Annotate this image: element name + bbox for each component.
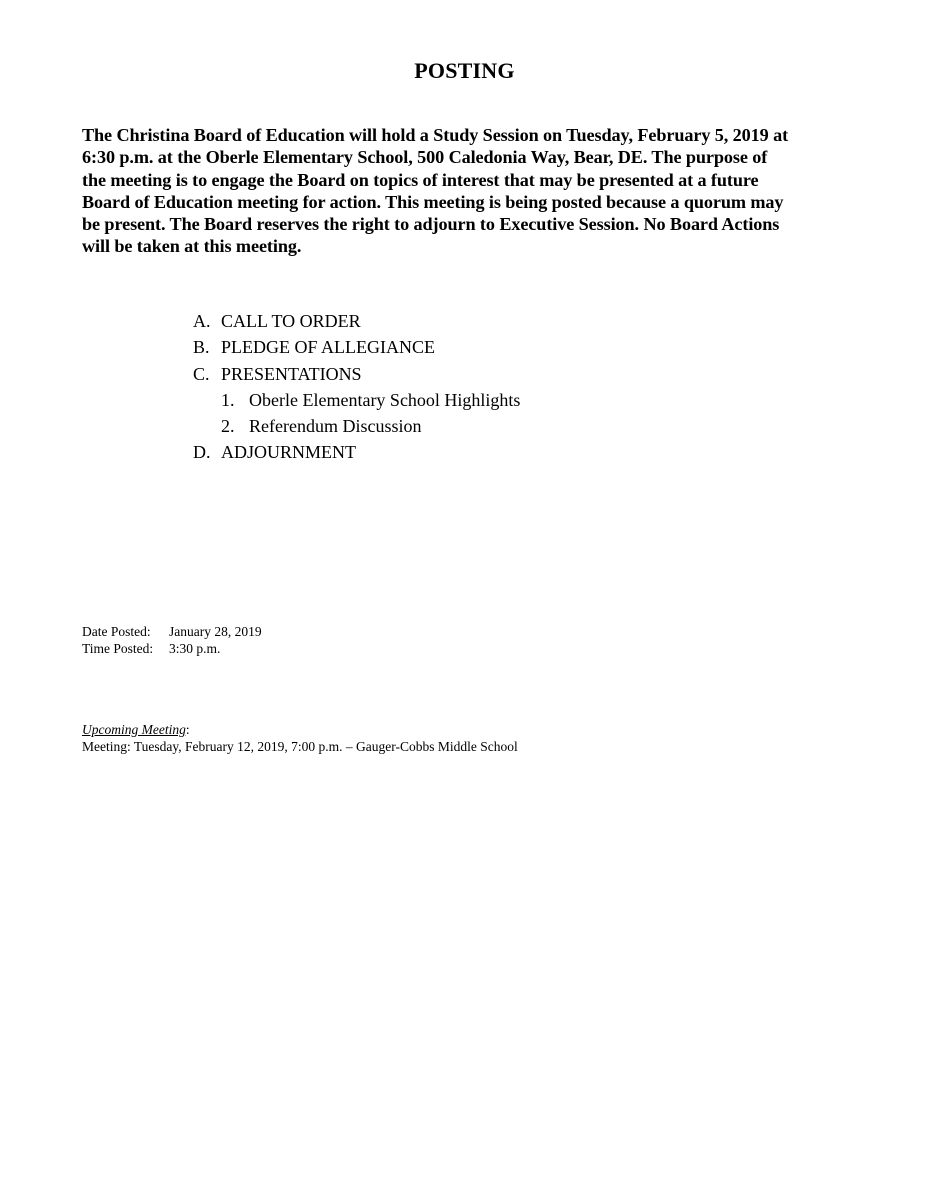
date-posted-label: Date Posted:: [82, 624, 151, 639]
time-posted-value: 3:30 p.m.: [169, 640, 221, 656]
agenda-marker: A.: [193, 311, 211, 331]
upcoming-meeting-line: Meeting: Tuesday, February 12, 2019, 7:00 p.m. – Gauger-Cobbs Middle School: [82, 738, 518, 754]
agenda-item-adjournment: [193, 439, 793, 465]
agenda-marker: C.: [193, 363, 210, 384]
notice-line: be present. The Board reserves the right to adjourn to Executive Session. No Board Actions: [82, 214, 780, 235]
agenda-subitem-referendum: [193, 413, 793, 439]
agenda-label: PLEDGE OF ALLEGIANCE: [221, 337, 435, 358]
agenda-marker: 1.: [221, 389, 235, 410]
agenda-list: [193, 308, 793, 466]
meeting-notice: [82, 124, 852, 258]
agenda-marker: D.: [193, 442, 211, 463]
notice-line: Board of Education meeting for action. This meeting is being posted because a quorum may: [82, 191, 784, 212]
upcoming-meeting: [82, 722, 518, 755]
upcoming-heading-suffix: :: [185, 722, 190, 737]
time-posted-label: Time Posted:: [82, 640, 154, 656]
agenda-item-call-to-order: [193, 308, 793, 334]
agenda-label: Oberle Elementary School Highlights: [249, 389, 521, 410]
agenda-label: Referendum Discussion: [249, 416, 422, 437]
notice-line: the meeting is to engage the Board on topics of interest that may be presented at a future: [82, 169, 759, 190]
agenda-label: ADJOURNMENT: [221, 442, 356, 463]
agenda-subitem-oberle-highlights: [193, 387, 793, 413]
agenda-item-pledge: [193, 334, 793, 360]
upcoming-heading-row: [82, 722, 518, 739]
agenda-marker: 2.: [221, 416, 235, 437]
document-title: POSTING: [414, 58, 515, 83]
notice-line: will be taken at this meeting.: [82, 236, 302, 257]
agenda-marker: B.: [193, 337, 210, 358]
date-posted-value: January 28, 2019: [169, 624, 262, 639]
agenda-label: CALL TO ORDER: [221, 311, 361, 331]
notice-line: The Christina Board of Education will hold a Study Session on Tuesday, February 5, 2019 at: [82, 125, 789, 145]
upcoming-heading: Upcoming Meeting: [82, 722, 186, 737]
agenda-item-presentations: [193, 361, 793, 387]
agenda-label: PRESENTATIONS: [221, 363, 362, 384]
notice-line: 6:30 p.m. at the Oberle Elementary School, 500 Caledonia Way, Bear, DE. The purpose of: [82, 147, 768, 168]
